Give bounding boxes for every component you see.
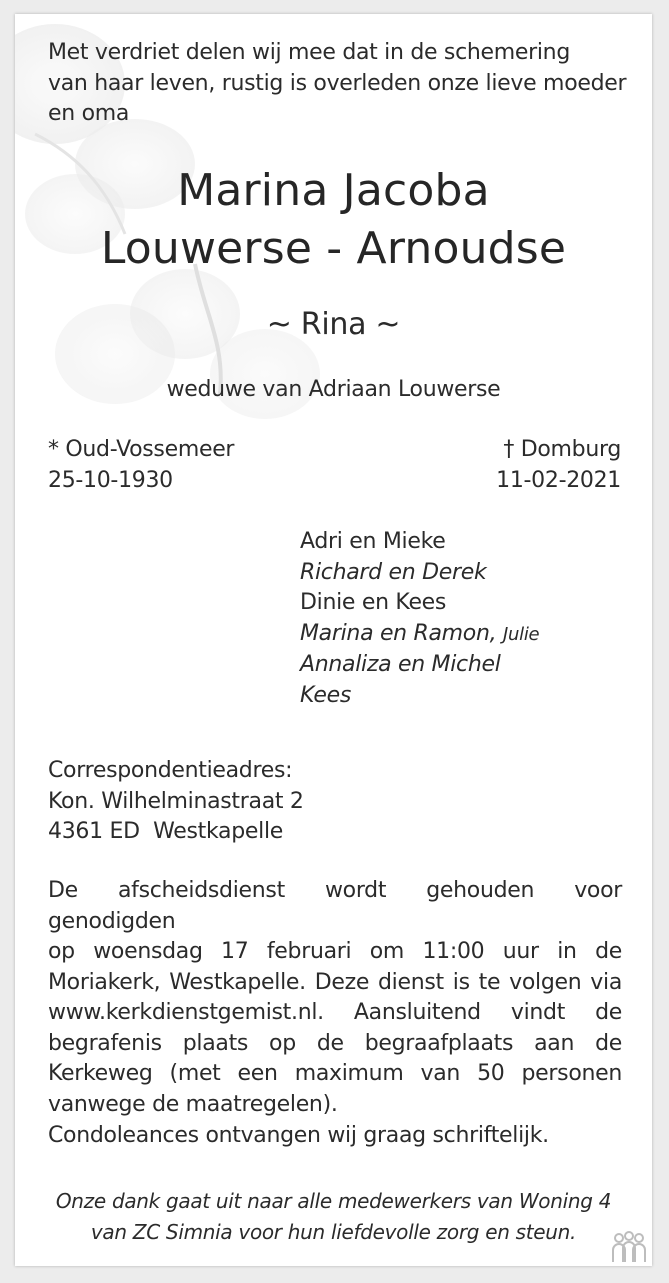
thanks-line: van ZC Simnia voor hun liefdevolle zorg en steun. [90, 1220, 577, 1244]
family-member: Richard en Derek [300, 559, 487, 585]
widow-of: weduwe van Adriaan Louwerse [166, 377, 501, 402]
service-line: begrafenis plaats op de begraafplaats aan de [48, 1030, 622, 1056]
family-member-child: Julie [503, 623, 540, 645]
birth-date: 25-10-1930 [48, 467, 173, 493]
correspondence-address [48, 756, 304, 848]
death-date: 11-02-2021 [496, 467, 621, 493]
intro-line: en oma [48, 101, 130, 126]
condolences-note: Condoleances ontvangen wij graag schriftelijk. [48, 1123, 549, 1148]
service-info [48, 876, 622, 1120]
service-line: www.kerkdienstgemist.nl. Aansluitend vindt de [48, 1000, 622, 1025]
address-street: Kon. Wilhelminastraat 2 [48, 788, 304, 814]
family-list [300, 527, 539, 711]
family-people-logo-icon [608, 1230, 650, 1264]
service-line: Moriakerk, Westkapelle. Deze dienst is te volgen via [48, 969, 622, 995]
birth-info [48, 435, 234, 496]
family-member: Dinie en Kees [300, 590, 447, 615]
service-line: De afscheidsdienst wordt gehouden voor genodigden [48, 878, 622, 934]
deceased-name-last: Louwerse - Arnoudse [100, 223, 567, 274]
family-member: Annaliza en Michel [300, 652, 501, 677]
birth-place: * Oud-Vossemeer [48, 437, 235, 462]
death-info [496, 435, 621, 496]
intro-text [48, 38, 628, 130]
address-label: Correspondentieadres: [48, 758, 293, 783]
intro-line: van haar leven, rustig is overleden onze lieve moeder [48, 70, 627, 96]
family-member-names: Marina en Ramon, [300, 620, 497, 646]
thanks-note [15, 1186, 652, 1248]
service-line: op woensdag 17 februari om 11:00 uur in de [48, 939, 622, 964]
obituary-card [15, 14, 652, 1266]
intro-line: Met verdriet delen wij mee dat in de schemering [48, 40, 570, 65]
address-city: 4361 ED Westkapelle [48, 819, 283, 844]
family-member: Adri en Mieke [300, 529, 446, 554]
deceased-name-first: Marina Jacoba [177, 165, 490, 216]
nickname: ~ Rina ~ [266, 307, 401, 342]
thanks-line: Onze dank gaat uit naar alle medewerkers van Woning 4 [55, 1189, 612, 1213]
service-line: vanwege de maatregelen). [48, 1091, 338, 1117]
service-line: Kerkeweg (met een maximum van 50 personen [48, 1061, 622, 1086]
death-place: † Domburg [503, 437, 621, 462]
family-member [300, 619, 539, 651]
family-member: Kees [300, 682, 351, 708]
